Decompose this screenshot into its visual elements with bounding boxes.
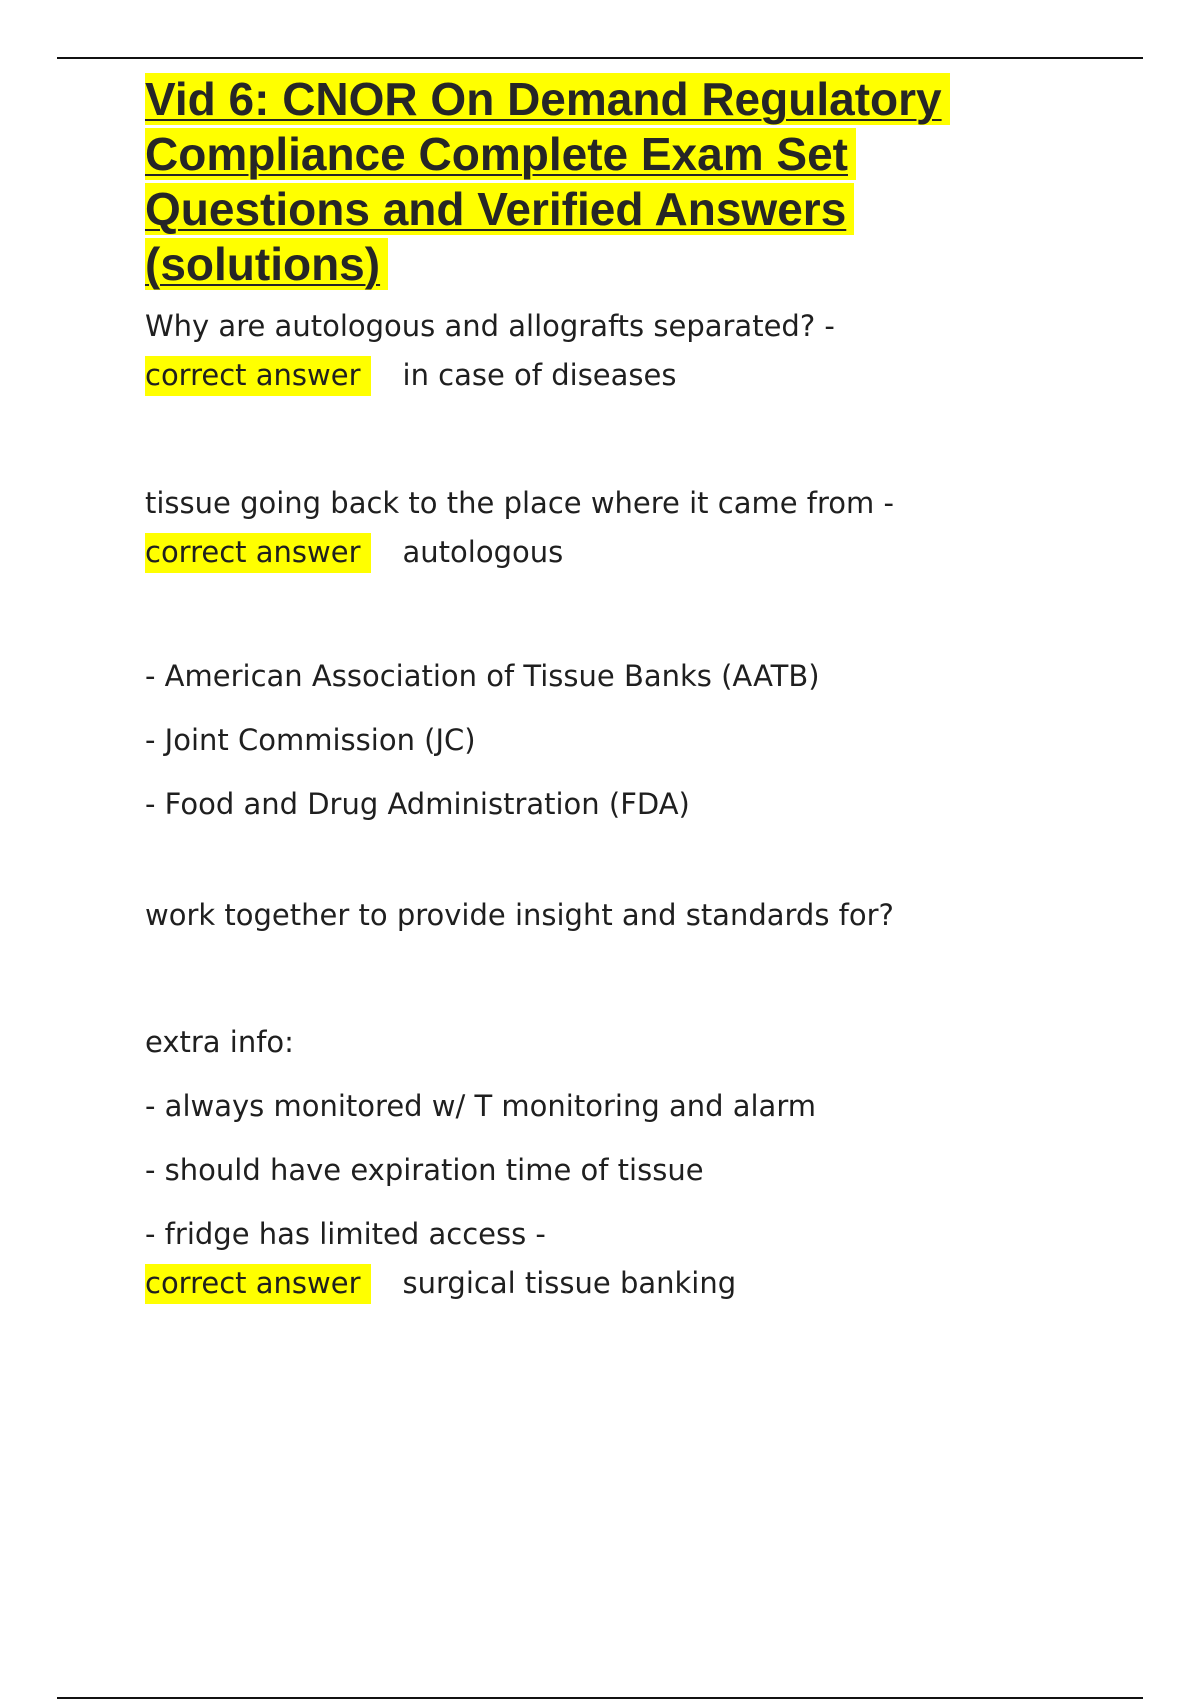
answer-line xyxy=(145,1259,1145,1308)
document-title-text: Vid 6: CNOR On Demand Regulatory Compliance Complete Exam Set Questions and Verified Answers (solutions) xyxy=(145,73,950,290)
list-item: - Food and Drug Administration (FDA) xyxy=(145,787,690,821)
correct-answer-label: correct answer xyxy=(145,356,371,396)
question-text: work together to provide insight and standards for? xyxy=(145,898,894,932)
answer-line xyxy=(145,528,1145,577)
extra-info-section xyxy=(145,1018,1145,1308)
list-item: - Joint Commission (JC) xyxy=(145,723,476,757)
organizations-list xyxy=(145,652,1145,829)
question-text: Why are autologous and allografts separated? - xyxy=(145,309,835,343)
bottom-rule xyxy=(57,1697,1143,1699)
list-item: - fridge has limited access - xyxy=(145,1217,546,1251)
qa-item xyxy=(145,302,1145,400)
extra-info-heading: extra info: xyxy=(145,1025,294,1059)
qa-section xyxy=(145,302,1145,1308)
document-body xyxy=(145,72,1145,1308)
correct-answer-label: correct answer xyxy=(145,533,371,573)
correct-answer-label: correct answer xyxy=(145,1264,371,1304)
qa-item xyxy=(145,891,1145,940)
question-text: tissue going back to the place where it came from - xyxy=(145,486,894,520)
answer-text: in case of diseases xyxy=(402,358,677,392)
document-title xyxy=(145,72,1005,292)
top-rule xyxy=(57,57,1143,59)
qa-item xyxy=(145,479,1145,577)
list-item: - always monitored w/ T monitoring and alarm xyxy=(145,1089,816,1123)
answer-text: surgical tissue banking xyxy=(402,1266,737,1300)
answer-text: autologous xyxy=(402,535,564,569)
answer-line xyxy=(145,351,1145,400)
list-item: - American Association of Tissue Banks (AATB) xyxy=(145,659,820,693)
list-item: - should have expiration time of tissue xyxy=(145,1153,704,1187)
